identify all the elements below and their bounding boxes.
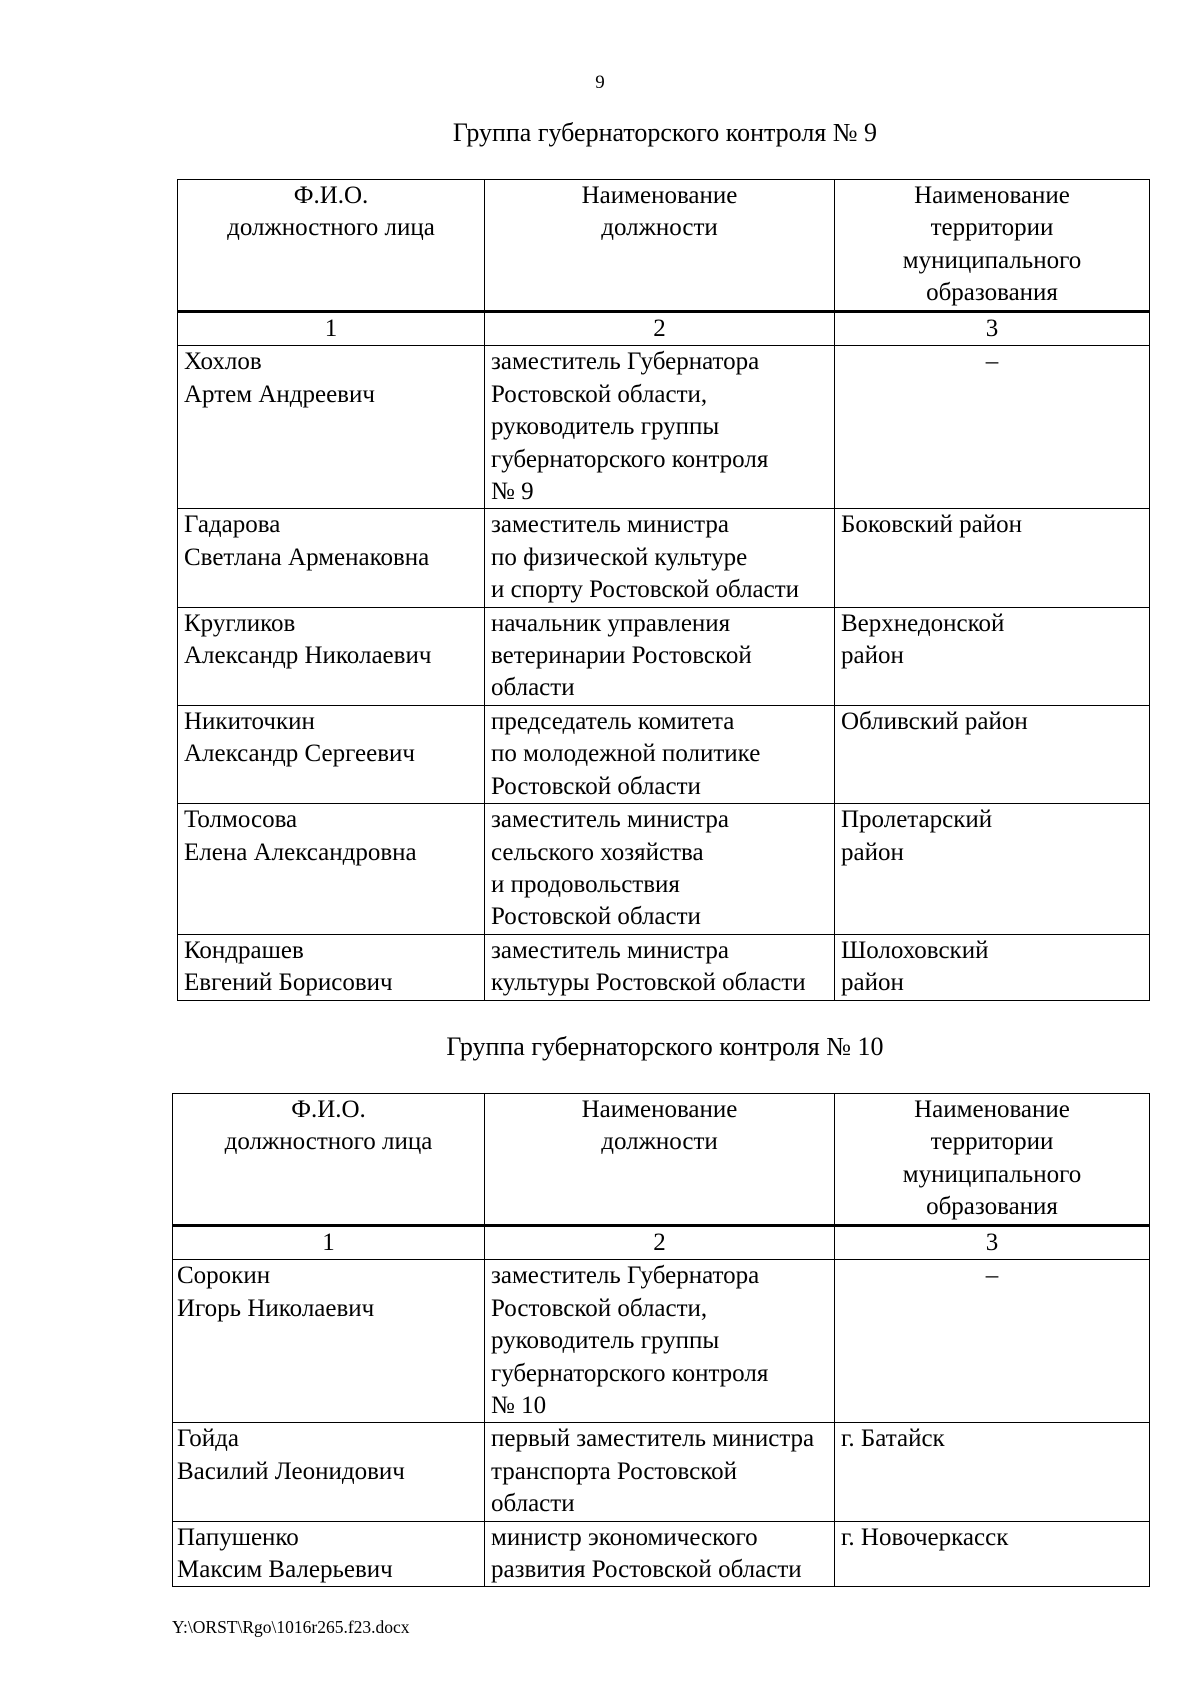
header-row: [173, 1094, 1150, 1226]
official-name-cell: [178, 607, 485, 705]
official-name-cell-line: Гойда: [177, 1425, 239, 1453]
column-header-line: образования: [926, 1193, 1058, 1221]
column-number: 1: [173, 1226, 485, 1260]
official-name-cell-line: Евгений Борисович: [184, 969, 393, 997]
position-cell-line: области: [491, 1490, 575, 1518]
position-cell-line: Ростовской области,: [491, 1294, 708, 1322]
territory-cell: [835, 804, 1150, 935]
column-header-3: [835, 180, 1150, 312]
group-9-table: [177, 179, 1150, 1001]
territory-cell-line: г. Батайск: [841, 1425, 945, 1453]
position-cell-line: области: [491, 674, 575, 702]
position-cell-line: ветеринарии Ростовской: [491, 642, 752, 670]
table-row: [173, 1521, 1150, 1587]
official-name-cell-line: Александр Николаевич: [184, 642, 432, 670]
territory-cell-line: Обливский район: [841, 707, 1028, 735]
table-row: [173, 1423, 1150, 1521]
official-name-cell-line: Папушенко: [177, 1523, 299, 1551]
position-cell: [485, 705, 835, 803]
territory-cell: [835, 1521, 1150, 1587]
official-name-cell-line: Никиточкин: [184, 707, 315, 735]
position-cell: [485, 1260, 835, 1423]
position-cell-line: заместитель министра: [491, 806, 729, 834]
official-name-cell-line: Сорокин: [177, 1262, 271, 1290]
column-header-line: должности: [601, 1128, 718, 1156]
territory-cell-line: Шолоховский: [841, 936, 989, 964]
official-name-cell-line: Максим Валерьевич: [177, 1556, 393, 1584]
territory-cell-line: Пролетарский: [841, 806, 993, 834]
group-title-10: Группа губернаторского контроля № 10: [446, 1032, 884, 1061]
position-cell-line: № 10: [491, 1392, 547, 1420]
position-cell-line: первый заместитель министра: [491, 1425, 815, 1453]
official-name-cell: [178, 509, 485, 607]
column-header-2: [485, 1094, 835, 1226]
column-header-line: Наименование: [914, 182, 1070, 209]
official-name-cell: [178, 934, 485, 1000]
position-cell-line: культуры Ростовской области: [491, 969, 806, 997]
official-name-cell-line: Игорь Николаевич: [177, 1294, 375, 1322]
table-row: [178, 509, 1150, 607]
column-header-line: должности: [601, 214, 718, 242]
territory-cell-line: Верхнедонской: [841, 609, 1005, 637]
position-cell: [485, 346, 835, 509]
territory-cell: [835, 346, 1150, 509]
territory-cell: [835, 705, 1150, 803]
column-number: 3: [835, 312, 1150, 346]
position-cell-line: транспорта Ростовской: [491, 1457, 738, 1485]
column-header-line: Ф.И.О.: [293, 182, 369, 209]
column-number: 1: [178, 312, 485, 346]
column-number-row: [178, 312, 1150, 346]
position-cell-line: Ростовской области,: [491, 380, 708, 408]
column-header-2: [485, 180, 835, 312]
position-cell: [485, 804, 835, 935]
column-header-line: Наименование: [914, 1096, 1070, 1123]
column-number: 2: [485, 1226, 835, 1260]
official-name-cell-line: Светлана Арменаковна: [184, 543, 430, 571]
column-header-line: муниципального: [902, 246, 1082, 274]
position-cell: [485, 1521, 835, 1587]
position-cell-line: начальник управления: [491, 609, 731, 637]
position-cell-line: и продовольствия: [491, 870, 680, 898]
column-number: 3: [835, 1226, 1150, 1260]
table-row: [178, 705, 1150, 803]
official-name-cell-line: Александр Сергеевич: [184, 740, 415, 768]
table-row: [178, 607, 1150, 705]
territory-cell: [835, 509, 1150, 607]
position-cell-line: губернаторского контроля: [491, 445, 769, 473]
column-header-1: [178, 180, 485, 312]
official-name-cell: [173, 1423, 485, 1521]
column-header-line: муниципального: [902, 1160, 1082, 1188]
group-10-table: [172, 1093, 1150, 1587]
column-header-line: территории: [930, 214, 1054, 242]
territory-cell: [835, 1423, 1150, 1521]
position-cell: [485, 607, 835, 705]
column-header-line: Наименование: [581, 182, 738, 209]
position-cell-line: Ростовской области: [491, 772, 701, 800]
territory-cell: [835, 934, 1150, 1000]
official-name-cell: [178, 705, 485, 803]
header-row: [178, 180, 1150, 312]
position-cell-line: руководитель группы: [491, 413, 720, 441]
territory-cell-line: район: [841, 838, 904, 866]
table-row: [173, 1260, 1150, 1423]
position-cell: [485, 1423, 835, 1521]
territory-cell-line: –: [985, 348, 999, 376]
official-name-cell: [178, 346, 485, 509]
position-cell-line: развития Ростовской области: [491, 1556, 802, 1584]
column-number-row: [173, 1226, 1150, 1260]
official-name-cell-line: Хохлов: [184, 348, 262, 376]
territory-cell-line: район: [841, 969, 904, 997]
official-name-cell-line: Василий Леонидович: [177, 1457, 405, 1485]
official-name-cell-line: Гадарова: [184, 511, 281, 539]
position-cell-line: по молодежной политике: [491, 740, 761, 768]
file-path-footer: Y:\ORST\Rgo\1016r265.f23.docx: [172, 1617, 410, 1637]
position-cell-line: руководитель группы: [491, 1327, 720, 1355]
official-name-cell-line: Елена Александровна: [184, 838, 417, 866]
territory-cell: [835, 1260, 1150, 1423]
territory-cell: [835, 607, 1150, 705]
official-name-cell: [173, 1260, 485, 1423]
position-cell: [485, 509, 835, 607]
position-cell-line: и спорту Ростовской области: [491, 576, 800, 604]
column-header-line: Ф.И.О.: [291, 1096, 366, 1123]
territory-cell-line: –: [985, 1262, 999, 1290]
territory-cell-line: г. Новочеркасск: [841, 1523, 1009, 1551]
territory-cell-line: Боковский район: [841, 511, 1022, 539]
official-name-cell-line: Артем Андреевич: [184, 380, 375, 408]
position-cell-line: № 9: [491, 478, 534, 506]
official-name-cell-line: Кондрашев: [184, 936, 304, 964]
column-header-3: [835, 1094, 1150, 1226]
official-name-cell-line: Толмосова: [184, 806, 298, 834]
position-cell-line: заместитель Губернатора: [491, 348, 760, 376]
official-name-cell-line: Кругликов: [184, 609, 296, 637]
position-cell-line: сельского хозяйства: [491, 838, 704, 866]
column-header-line: территории: [930, 1128, 1054, 1156]
column-header-line: должностного лица: [227, 214, 435, 242]
position-cell-line: по физической культуре: [491, 543, 748, 571]
column-header-line: Наименование: [581, 1096, 738, 1123]
official-name-cell: [178, 804, 485, 935]
column-number: 2: [485, 312, 835, 346]
column-header-1: [173, 1094, 485, 1226]
territory-cell-line: район: [841, 642, 904, 670]
position-cell-line: губернаторского контроля: [491, 1359, 769, 1387]
table-row: [178, 934, 1150, 1000]
page-number: 9: [595, 72, 605, 93]
table-row: [178, 346, 1150, 509]
group-title-9: Группа губернаторского контроля № 9: [452, 118, 878, 147]
table-row: [178, 804, 1150, 935]
official-name-cell: [173, 1521, 485, 1587]
position-cell-line: заместитель министра: [491, 936, 729, 964]
position-cell-line: министр экономического: [491, 1523, 758, 1551]
position-cell-line: Ростовской области: [491, 903, 701, 931]
position-cell-line: председатель комитета: [491, 707, 735, 735]
position-cell-line: заместитель Губернатора: [491, 1262, 760, 1290]
position-cell-line: заместитель министра: [491, 511, 729, 539]
column-header-line: должностного лица: [224, 1128, 433, 1156]
position-cell: [485, 934, 835, 1000]
column-header-line: образования: [926, 279, 1058, 307]
